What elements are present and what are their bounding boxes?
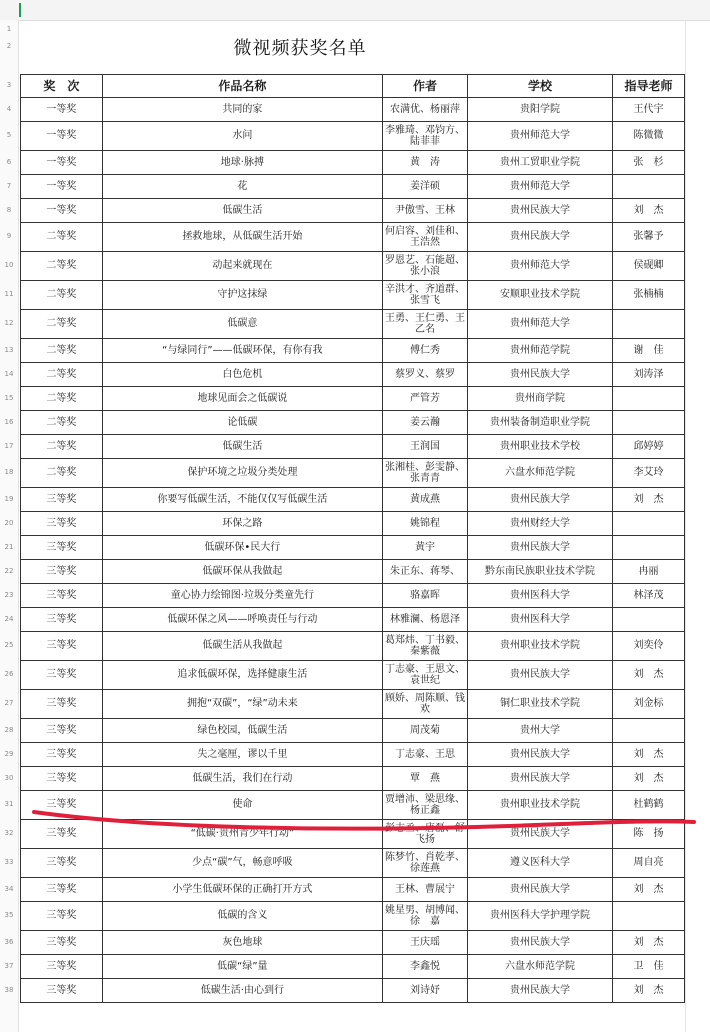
cell-school[interactable]: 贵州师范大学: [468, 252, 613, 281]
cell-author[interactable]: 黄成燕: [382, 488, 467, 512]
cell-teacher[interactable]: 刘 杰: [613, 743, 685, 767]
cell-teacher[interactable]: 刘 杰: [613, 488, 685, 512]
row-number[interactable]: 22: [4, 566, 14, 575]
cell-award[interactable]: 三等奖: [21, 902, 103, 931]
cell-teacher[interactable]: 谢 佳: [613, 339, 685, 363]
row-number[interactable]: 25: [4, 641, 14, 649]
cell-school[interactable]: 铜仁职业技术学院: [468, 690, 613, 719]
cell-award[interactable]: 三等奖: [21, 931, 103, 955]
cell-award[interactable]: 一等奖: [21, 98, 103, 122]
cell-author[interactable]: 周茂菊: [382, 719, 467, 743]
cell-work[interactable]: 守护这抹绿: [102, 281, 382, 310]
cell-school[interactable]: 黔东南民族职业技术学院: [468, 560, 613, 584]
table-row: [21, 223, 685, 252]
cell-author[interactable]: 蔡罗义、蔡罗: [382, 363, 467, 387]
cell-award[interactable]: 三等奖: [21, 820, 103, 849]
cell-work[interactable]: 绿色校园，低碳生活: [102, 719, 382, 743]
row-number[interactable]: 10: [4, 261, 14, 269]
table-row: [21, 98, 685, 122]
cell-author[interactable]: 李鑫悦: [382, 955, 467, 979]
cell-school[interactable]: 贵州师范学院: [468, 339, 613, 363]
cell-work[interactable]: 共同的家: [102, 98, 382, 122]
cell-author[interactable]: 罗恩艺、石能超、张小浪: [382, 252, 467, 281]
table-row: [21, 767, 685, 791]
cell-school[interactable]: 贵州师范大学: [468, 122, 613, 151]
table-row: [21, 281, 685, 310]
cell-award[interactable]: 二等奖: [21, 339, 103, 363]
cell-school[interactable]: 贵州职业技术学院: [468, 632, 613, 661]
cell-work[interactable]: 童心协力绘锦图·垃圾分类童先行: [102, 584, 382, 608]
table-row: [21, 661, 685, 690]
cell-award[interactable]: 三等奖: [21, 849, 103, 878]
cell-work[interactable]: 低碳环保之风——呼唤责任与行动: [102, 608, 382, 632]
table-row: [21, 339, 685, 363]
cell-school[interactable]: 贵州民族大学: [468, 223, 613, 252]
column-gridline: [685, 20, 686, 1032]
cell-teacher[interactable]: 刘 杰: [613, 931, 685, 955]
table-row: [21, 979, 685, 1003]
cell-teacher[interactable]: 卫 佳: [613, 955, 685, 979]
cell-school[interactable]: 贵州医科大学护理学院: [468, 902, 613, 931]
row-number[interactable]: 23: [4, 590, 14, 599]
cell-award[interactable]: 三等奖: [21, 767, 103, 791]
cell-work[interactable]: 花: [102, 175, 382, 199]
sheet-title: 微视频获奖名单: [233, 38, 367, 59]
cell-teacher[interactable]: 刘 杰: [613, 878, 685, 902]
cell-author[interactable]: 贾增沛、梁思缘、杨正鑫: [382, 791, 467, 820]
row-number[interactable]: 32: [4, 829, 14, 837]
cell-work[interactable]: 低碳意: [102, 310, 382, 339]
cell-award[interactable]: 二等奖: [21, 223, 103, 252]
row-number[interactable]: 21: [4, 542, 14, 551]
cell-award[interactable]: 二等奖: [21, 252, 103, 281]
row-number[interactable]: 11: [4, 290, 14, 298]
row-number[interactable]: 20: [4, 518, 14, 527]
cell-school[interactable]: 贵州民族大学: [468, 820, 613, 849]
table-row: [21, 743, 685, 767]
cell-school[interactable]: 贵州大学: [468, 719, 613, 743]
table-row: [21, 902, 685, 931]
cell-cursor: [19, 3, 21, 17]
cell-award[interactable]: 一等奖: [21, 175, 103, 199]
row-number[interactable]: 4: [6, 104, 12, 113]
cell-work[interactable]: 低碳环保•民大行: [102, 536, 382, 560]
cell-work[interactable]: 低碳生活，我们在行动: [102, 767, 382, 791]
cell-award[interactable]: 三等奖: [21, 979, 103, 1003]
cell-work[interactable]: 低碳生活: [102, 435, 382, 459]
cell-school[interactable]: 六盘水师范学院: [468, 955, 613, 979]
cell-teacher[interactable]: 刘奕伶: [613, 632, 685, 661]
table-row: [21, 931, 685, 955]
table-row: [21, 791, 685, 820]
cell-work[interactable]: 地球见面会之低碳说: [102, 387, 382, 411]
cell-teacher[interactable]: [613, 387, 685, 411]
cell-work[interactable]: 低碳的含义: [102, 902, 382, 931]
cell-work[interactable]: 低碳生活从我做起: [102, 632, 382, 661]
cell-award[interactable]: 三等奖: [21, 512, 103, 536]
row-number[interactable]: 17: [4, 441, 14, 450]
header-teacher[interactable]: 指导老师: [613, 75, 685, 98]
table-row: [21, 411, 685, 435]
cell-author[interactable]: 王勇、王仁勇、王乙名: [382, 310, 467, 339]
cell-award[interactable]: 二等奖: [21, 387, 103, 411]
cell-school[interactable]: 安顺职业技术学院: [468, 281, 613, 310]
cell-work[interactable]: 白色危机: [102, 363, 382, 387]
cell-school[interactable]: 贵州师范大学: [468, 310, 613, 339]
table-row: [21, 608, 685, 632]
cell-award[interactable]: 一等奖: [21, 199, 103, 223]
cell-author[interactable]: 朱正东、蒋琴、: [382, 560, 467, 584]
row-number[interactable]: 30: [4, 773, 14, 782]
row-number[interactable]: 24: [4, 614, 14, 623]
cell-work[interactable]: 保护环境之垃圾分类处理: [102, 459, 382, 488]
cell-teacher[interactable]: 刘 杰: [613, 199, 685, 223]
table-row: [21, 719, 685, 743]
cell-school[interactable]: 贵州民族大学: [468, 363, 613, 387]
cell-author[interactable]: 傅仁秀: [382, 339, 467, 363]
cell-work[interactable]: 地球·脉搏: [102, 151, 382, 175]
cell-award[interactable]: 三等奖: [21, 560, 103, 584]
table-row: [21, 584, 685, 608]
cell-school[interactable]: 贵州民族大学: [468, 979, 613, 1003]
table-row: [21, 849, 685, 878]
row-number[interactable]: 3: [6, 81, 12, 89]
cell-award[interactable]: 二等奖: [21, 281, 103, 310]
cell-author[interactable]: 张湘桂、彭雯静、张青青: [382, 459, 467, 488]
cell-author[interactable]: 王润国: [382, 435, 467, 459]
cell-teacher[interactable]: 周自亮: [613, 849, 685, 878]
cell-author[interactable]: 刘诗妤: [382, 979, 467, 1003]
row-number[interactable]: 16: [4, 417, 14, 426]
cell-teacher[interactable]: [613, 536, 685, 560]
cell-author[interactable]: 陈梦竹、肖乾孝、徐莲燕: [382, 849, 467, 878]
cell-author[interactable]: 顾娇、周陈顺、钱欢: [382, 690, 467, 719]
cell-school[interactable]: 贵州装备制造职业学院: [468, 411, 613, 435]
row-number[interactable]: 19: [4, 494, 14, 503]
cell-school[interactable]: 六盘水师范学院: [468, 459, 613, 488]
row-number[interactable]: 1: [6, 25, 12, 33]
cell-award[interactable]: 三等奖: [21, 719, 103, 743]
cell-teacher[interactable]: [613, 310, 685, 339]
cell-teacher[interactable]: [613, 902, 685, 931]
row-number[interactable]: 34: [4, 884, 14, 893]
cell-author[interactable]: 姜洋硕: [382, 175, 467, 199]
cell-author[interactable]: 丁志豪、王思文、袁世纪: [382, 661, 467, 690]
cell-teacher[interactable]: 林泽茂: [613, 584, 685, 608]
cell-work[interactable]: 灰色地球: [102, 931, 382, 955]
cell-author[interactable]: 姚锦程: [382, 512, 467, 536]
cell-award[interactable]: 三等奖: [21, 536, 103, 560]
header-school[interactable]: 学校: [468, 75, 613, 98]
cell-teacher[interactable]: 李艾玲: [613, 459, 685, 488]
row-number[interactable]: 37: [4, 961, 14, 970]
table-row: [21, 175, 685, 199]
row-number[interactable]: 8: [6, 205, 12, 214]
cell-teacher[interactable]: 杜鹤鹤: [613, 791, 685, 820]
row-number[interactable]: 15: [4, 393, 14, 402]
cell-award[interactable]: 一等奖: [21, 151, 103, 175]
table-row: [21, 310, 685, 339]
cell-work[interactable]: 追求低碳环保，选择健康生活: [102, 661, 382, 690]
cell-teacher[interactable]: 刘 杰: [613, 767, 685, 791]
cell-author[interactable]: 王林、曹展宁: [382, 878, 467, 902]
cell-award[interactable]: 三等奖: [21, 584, 103, 608]
cell-award[interactable]: 一等奖: [21, 122, 103, 151]
cell-work[interactable]: 失之毫厘，谬以千里: [102, 743, 382, 767]
cell-work[interactable]: 少点“碳”气，畅意呼吸: [102, 849, 382, 878]
cell-school[interactable]: 贵州民族大学: [468, 488, 613, 512]
cell-school[interactable]: 贵阳学院: [468, 98, 613, 122]
cell-award[interactable]: 二等奖: [21, 363, 103, 387]
cell-teacher[interactable]: [613, 719, 685, 743]
cell-work[interactable]: 低碳生活·由心到行: [102, 979, 382, 1003]
cell-award[interactable]: 三等奖: [21, 661, 103, 690]
row-number[interactable]: 7: [6, 181, 12, 190]
cell-work[interactable]: 低碳“绿”量: [102, 955, 382, 979]
cell-teacher[interactable]: 邱婷婷: [613, 435, 685, 459]
cell-award[interactable]: 二等奖: [21, 310, 103, 339]
row-number[interactable]: 29: [4, 749, 14, 758]
table-row: [21, 488, 685, 512]
cell-teacher[interactable]: 陈 扬: [613, 820, 685, 849]
row-number[interactable]: 12: [4, 319, 14, 327]
cell-school[interactable]: 贵州民族大学: [468, 931, 613, 955]
table-row: [21, 151, 685, 175]
cell-work[interactable]: 低碳生活: [102, 199, 382, 223]
cell-teacher[interactable]: 刘涛泽: [613, 363, 685, 387]
cell-award[interactable]: 三等奖: [21, 791, 103, 820]
cell-work[interactable]: 论低碳: [102, 411, 382, 435]
cell-award[interactable]: 二等奖: [21, 435, 103, 459]
cell-teacher[interactable]: 张 杉: [613, 151, 685, 175]
cell-author[interactable]: 黄 涛: [382, 151, 467, 175]
cell-work[interactable]: 拯救地球，从低碳生活开始: [102, 223, 382, 252]
row-number-gutter: [0, 20, 19, 1032]
row-number[interactable]: 13: [4, 345, 14, 354]
cell-work[interactable]: “与绿同行”——低碳环保，有你有我: [102, 339, 382, 363]
cell-author[interactable]: 李雅琦、邓钧方、陆菲菲: [382, 122, 467, 151]
cell-author[interactable]: 丁志豪、王思: [382, 743, 467, 767]
cell-school[interactable]: 贵州师范大学: [468, 175, 613, 199]
spreadsheet-top-bar: [0, 0, 710, 21]
cell-author[interactable]: 严管芳: [382, 387, 467, 411]
cell-teacher[interactable]: [613, 512, 685, 536]
cell-award[interactable]: 二等奖: [21, 411, 103, 435]
cell-school[interactable]: 贵州民族大学: [468, 743, 613, 767]
table-row: [21, 512, 685, 536]
cell-school[interactable]: 贵州职业技术学院: [468, 791, 613, 820]
cell-school[interactable]: 贵州工贸职业学院: [468, 151, 613, 175]
cell-teacher[interactable]: 刘 杰: [613, 979, 685, 1003]
table-row: [21, 252, 685, 281]
table-row: [21, 199, 685, 223]
cell-work[interactable]: 动起来就现在: [102, 252, 382, 281]
cell-school[interactable]: 贵州医科大学: [468, 584, 613, 608]
cell-teacher[interactable]: [613, 175, 685, 199]
award-table: [20, 74, 685, 1003]
table-row: [21, 560, 685, 584]
table-row: [21, 459, 685, 488]
cell-work[interactable]: 水问: [102, 122, 382, 151]
cell-school[interactable]: 贵州财经大学: [468, 512, 613, 536]
cell-teacher[interactable]: 刘 杰: [613, 661, 685, 690]
row-number[interactable]: 18: [4, 468, 14, 476]
cell-school[interactable]: 贵州民族大学: [468, 878, 613, 902]
cell-author[interactable]: 农满优、杨丽萍: [382, 98, 467, 122]
row-number[interactable]: 2: [6, 42, 12, 50]
cell-school[interactable]: 遵义医科大学: [468, 849, 613, 878]
cell-author[interactable]: 林雅澜、杨恩泽: [382, 608, 467, 632]
row-number[interactable]: 31: [4, 800, 14, 808]
row-number[interactable]: 38: [4, 985, 14, 994]
cell-award[interactable]: 三等奖: [21, 608, 103, 632]
row-number[interactable]: 35: [4, 911, 14, 919]
cell-author[interactable]: 黄宇: [382, 536, 467, 560]
row-number[interactable]: 9: [6, 232, 12, 240]
cell-award[interactable]: 三等奖: [21, 632, 103, 661]
cell-author[interactable]: 辛洪才、齐道群、张雪飞: [382, 281, 467, 310]
cell-school[interactable]: 贵州职业技术学校: [468, 435, 613, 459]
cell-school[interactable]: 贵州民族大学: [468, 536, 613, 560]
cell-teacher[interactable]: 冉丽: [613, 560, 685, 584]
cell-teacher[interactable]: [613, 608, 685, 632]
cell-teacher[interactable]: [613, 411, 685, 435]
cell-work[interactable]: 低碳环保从我做起: [102, 560, 382, 584]
table-row: [21, 955, 685, 979]
row-number[interactable]: 26: [4, 670, 14, 678]
cell-teacher[interactable]: 陈微微: [613, 122, 685, 151]
table-row: [21, 820, 685, 849]
cell-award[interactable]: 二等奖: [21, 459, 103, 488]
cell-author[interactable]: 姚星男、胡博闻、徐 嘉: [382, 902, 467, 931]
cell-award[interactable]: 三等奖: [21, 878, 103, 902]
cell-teacher[interactable]: 侯砚卿: [613, 252, 685, 281]
table-row: [21, 363, 685, 387]
cell-author[interactable]: 覃 燕: [382, 767, 467, 791]
table-row: [21, 435, 685, 459]
cell-work[interactable]: “低碳·贵州青少年行动”: [102, 820, 382, 849]
row-number[interactable]: 5: [6, 131, 12, 139]
cell-work[interactable]: 拥抱“双碳”，“绿”动未来: [102, 690, 382, 719]
cell-work[interactable]: 小学生低碳环保的正确打开方式: [102, 878, 382, 902]
cell-teacher[interactable]: 张馨予: [613, 223, 685, 252]
cell-work[interactable]: 环保之路: [102, 512, 382, 536]
cell-award[interactable]: 三等奖: [21, 488, 103, 512]
cell-author[interactable]: 彭志丞、唐磊、舒飞扬: [382, 820, 467, 849]
cell-school[interactable]: 贵州民族大学: [468, 767, 613, 791]
cell-school[interactable]: 贵州商学院: [468, 387, 613, 411]
header-work[interactable]: 作品名称: [102, 75, 382, 98]
table-row: [21, 878, 685, 902]
cell-award[interactable]: 三等奖: [21, 743, 103, 767]
header-author[interactable]: 作者: [382, 75, 467, 98]
cell-school[interactable]: 贵州医科大学: [468, 608, 613, 632]
cell-school[interactable]: 贵州民族大学: [468, 661, 613, 690]
cell-author[interactable]: 姜云瀚: [382, 411, 467, 435]
table-row: [21, 122, 685, 151]
header-row: [21, 75, 685, 98]
cell-school[interactable]: 贵州民族大学: [468, 199, 613, 223]
cell-author[interactable]: 王庆瑶: [382, 931, 467, 955]
row-number[interactable]: 33: [4, 858, 14, 866]
cell-author[interactable]: 何启容、刘佳和、王浩然: [382, 223, 467, 252]
cell-work[interactable]: 你要写低碳生活，不能仅仅写低碳生活: [102, 488, 382, 512]
header-award[interactable]: 奖 次: [21, 75, 103, 98]
row-number[interactable]: 6: [6, 157, 12, 166]
cell-award[interactable]: 三等奖: [21, 690, 103, 719]
cell-teacher[interactable]: 张楠楠: [613, 281, 685, 310]
cell-author[interactable]: 葛郑炜、丁书毅、秦紫薇: [382, 632, 467, 661]
cell-teacher[interactable]: 王代宇: [613, 98, 685, 122]
cell-award[interactable]: 三等奖: [21, 955, 103, 979]
row-number[interactable]: 28: [4, 725, 14, 734]
cell-work[interactable]: 使命: [102, 791, 382, 820]
cell-author[interactable]: 尹傲雪、王林: [382, 199, 467, 223]
table-row: [21, 632, 685, 661]
cell-teacher[interactable]: 刘金标: [613, 690, 685, 719]
row-number[interactable]: 27: [4, 699, 14, 707]
row-number[interactable]: 36: [4, 937, 14, 946]
cell-author[interactable]: 骆嘉晖: [382, 584, 467, 608]
table-row: [21, 690, 685, 719]
table-row: [21, 387, 685, 411]
table-row: [21, 536, 685, 560]
row-number[interactable]: 14: [4, 369, 14, 378]
